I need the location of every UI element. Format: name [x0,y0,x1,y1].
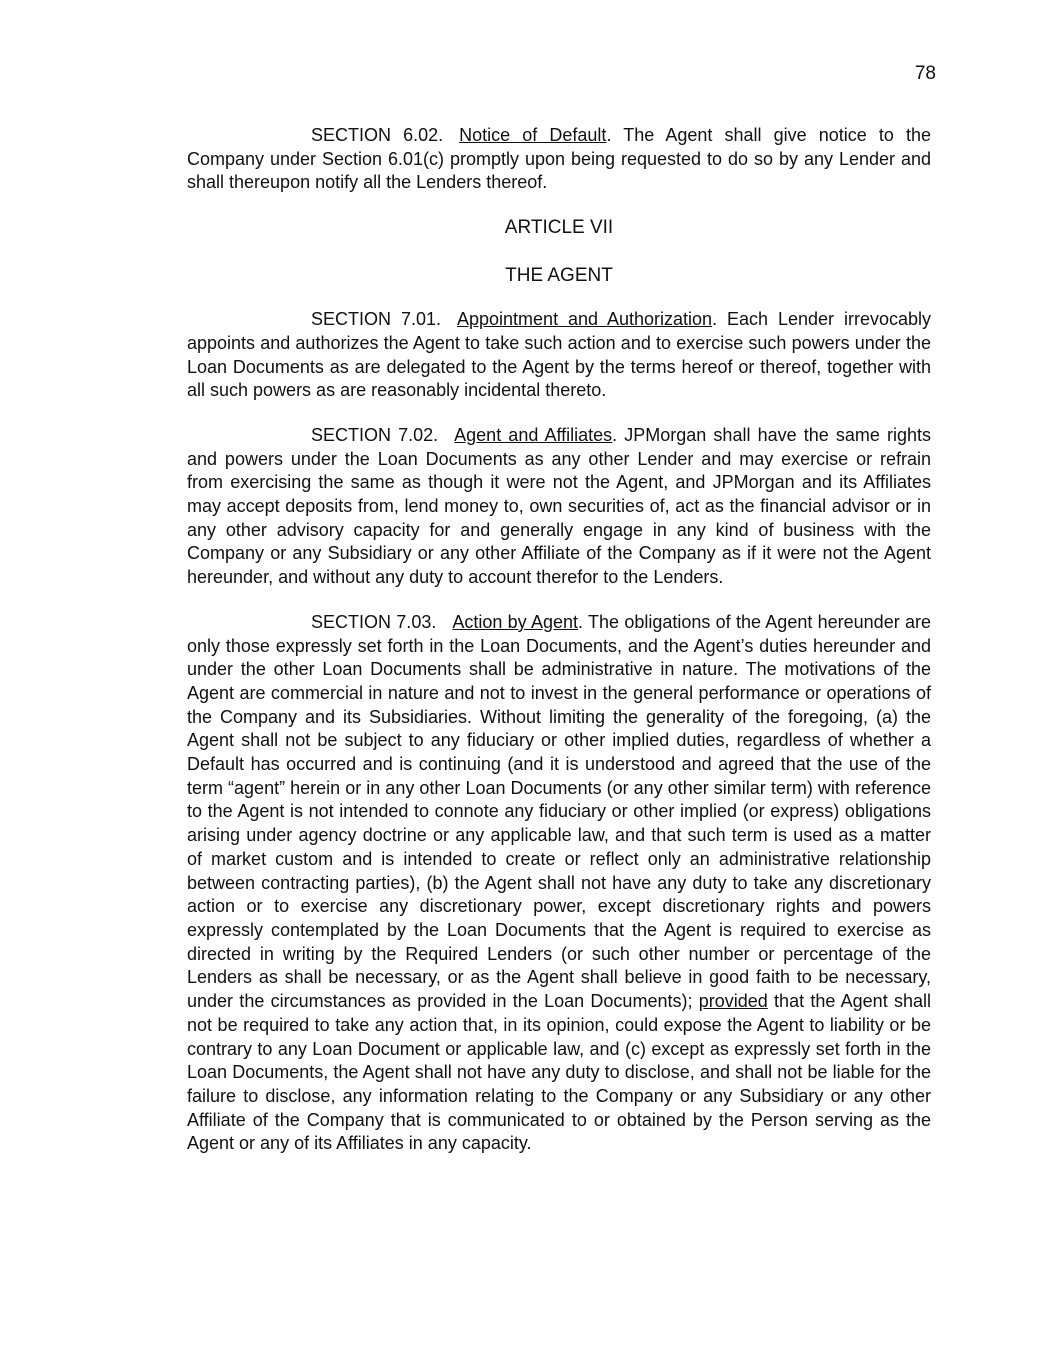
page-number: 78 [914,63,936,84]
section-label: SECTION 6.02. [311,125,444,145]
provided-term: provided [698,991,768,1012]
section-label: SECTION 7.03. [311,611,437,632]
section-7-02 [187,424,931,590]
section-text-continued: that the Agent shall not be required to take any action that, in its opinion, could expose the Agent to liability or be contrary to any Loan Document or applicable law, and (c) except as expressly set forth in the Loan Documents, the Agent shall not have any duty to disclose, and shall not be liable for the failure to disclose, any information relating to the Company or any Subsidiary or any other Affiliate of the Company that is communicated to or obtained by the Person serving as the Agent or any of its Affiliates in any capacity. [187,991,931,1154]
section-label: SECTION 7.02. [311,424,439,445]
article-number: ARTICLE VII [504,217,614,239]
document-body [187,124,931,1156]
article-title: THE AGENT [505,265,613,287]
section-text: . The Agent shall give notice to the Company under Section 6.01(c) promptly upon being requested to do so by any Lender and shall thereupon notify all the Lenders thereof. [187,125,931,193]
section-heading: Agent and Affiliates [454,424,613,445]
section-7-01 [187,308,931,403]
section-text: . The obligations of the Agent hereunder are only those expressly set forth in the Loan Documents, and the Agent’s duties hereunder and under the other Loan Documents shall be administrative in nature. The motivations of the Agent are commercial in nature and not to invest in the general performance or operations of the Company and its Subsidiaries. Without limiting the generality of the foregoing, (a) the Agent shall not be subject to any fiduciary or other implied duties, regardless of whether a Default has occurred and is continuing (and it is understood and agreed that the use of the term “agent” herein or in any other Loan Documents (or any other similar term) with reference to the Agent is not intended to connote any fiduciary or other implied (or express) obligations arising under agency doctrine or any applicable law, and that such term is used as a matter of market custom and is intended to create or reflect only an administrative relationship between contracting parties), (b) the Agent shall not have any duty to take any discretionary action or to exercise any discretionary power, except discretionary rights and powers expressly contemplated by the Loan Documents that the Agent is required to exercise as directed in writing by the Required Lenders (or such other number or percentage of the Lenders as shall be necessary, or as the Agent shall believe in good faith to be necessary, under the circumstances as provided in the Loan Documents); [187,611,932,1012]
section-label: SECTION 7.01. [311,309,441,330]
section-6-02 [187,124,931,195]
section-heading: Action by Agent [452,611,579,632]
section-text: . Each Lender irrevocably appoints and authorizes the Agent to take such action and to exercise such powers under the Loan Documents as are delegated to the Agent by the terms hereof or thereof, together with all such powers as are reasonably incidental thereto. [187,309,932,401]
section-7-03 [187,611,931,1156]
section-heading: Appointment and Authorization [457,309,713,330]
section-text: . JPMorgan shall have the same rights and powers under the Loan Documents as any other Lender and may exercise or refrain from exercising the same as though it were not the Agent, and JPMorgan and its Affiliates may accept deposits from, lend money to, own securities of, act as the financial advisor or in any other advisory capacity for and generally engage in any kind of business with the Company or any Subsidiary or any other Affiliate of the Company as if it were not the Agent hereunder, and without any duty to account therefor to the Lenders. [187,424,931,588]
section-heading: Notice of Default [459,125,607,145]
